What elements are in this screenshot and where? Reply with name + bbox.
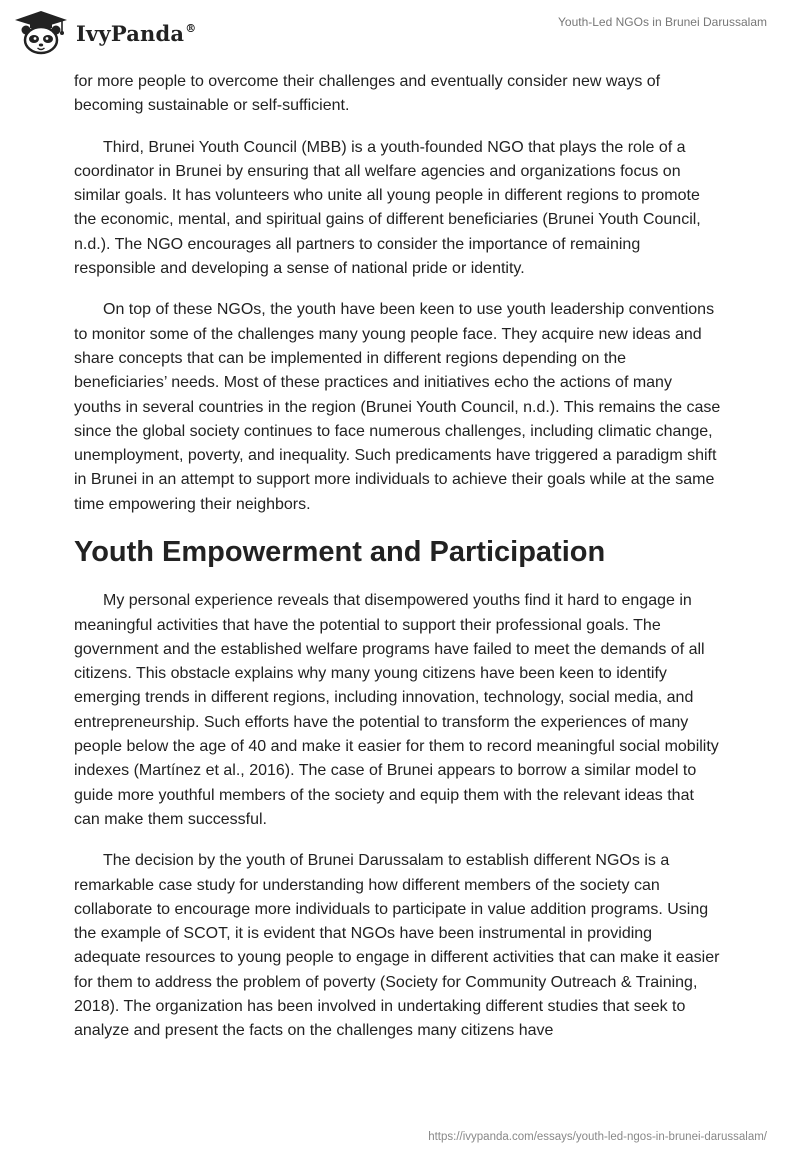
brand-name: IvyPanda®: [76, 20, 197, 46]
page-header: [0, 0, 800, 70]
article-body: [74, 70, 722, 1061]
document-title: Youth-Led NGOs in Brunei Darussalam: [558, 15, 767, 29]
brand-logo[interactable]: [12, 10, 196, 56]
source-url[interactable]: https://ivypanda.com/essays/youth-led-ngos-in-brunei-darussalam/: [428, 1131, 767, 1143]
paragraph-continued: for more people to overcome their challenges and eventually consider new ways of becoming sustainable or self-sufficient.: [74, 73, 661, 115]
paragraph: Third, Brunei Youth Council (MBB) is a youth-founded NGO that plays the role of a coordinator in Brunei by ensuring that all welfare agencies and organizations focus on similar goals. It has volunteers who unite all young people in different regions to promote the economic, mental, and spiritual gains of different beneficiaries (Brunei Youth Council, n.d.). The NGO encourages all partners to consider the importance of remaining responsible and developing a sense of national pride or identity.: [74, 138, 701, 278]
paragraph: On top of these NGOs, the youth have been keen to use youth leadership conventions to monitor some of the challenges many young people face. They acquire new ideas and share concepts that can be implemented in different regions depending on the beneficiaries’ needs. Most of these practices and initiatives echo the actions of many youths in several countries in the region (Brunei Youth Council, n.d.). This remains the case since the global society continues to face numerous challenges, including climatic change, unemployment, poverty, and inequality. Such predicaments have triggered a paradigm shift in Brunei in an attempt to support more individuals to achieve their goals while at the same time empowering their neighbors.: [74, 301, 721, 513]
registered-mark: ®: [185, 21, 197, 35]
paragraph: My personal experience reveals that disempowered youths find it hard to engage in meaningful activities that have the potential to support their professional goals. The government and the established welfare programs have failed to meet the demands of all citizens. This obstacle explains why many young citizens have been keen to identify emerging trends in different regions, including innovation, technology, social media, and entrepreneurship. Such efforts have the potential to transform the experiences of many people below the age of 40 and make it easier for them to record meaningful social mobility indexes (Martínez et al., 2016). The case of Brunei appears to borrow a similar model to guide more youthful members of the society and equip them with the relevant ideas that can make them successful.: [74, 592, 719, 828]
panda-graduate-icon: [12, 10, 70, 56]
paragraph: The decision by the youth of Brunei Darussalam to establish different NGOs is a remarkable case study for understanding how different members of the society can collaborate to encourage more individuals to participate in value addition programs. Using the example of SCOT, it is evident that NGOs have been instrumental in providing adequate resources to young people to engage in different activities that can make it easier for them to address the problem of poverty (Society for Community Outreach & Training, 2018). The organization has been involved in undertaking different studies that seek to analyze and present the facts on the challenges many citizens have: [74, 852, 720, 1040]
section-heading: Youth Empowerment and Participation: [74, 536, 606, 569]
